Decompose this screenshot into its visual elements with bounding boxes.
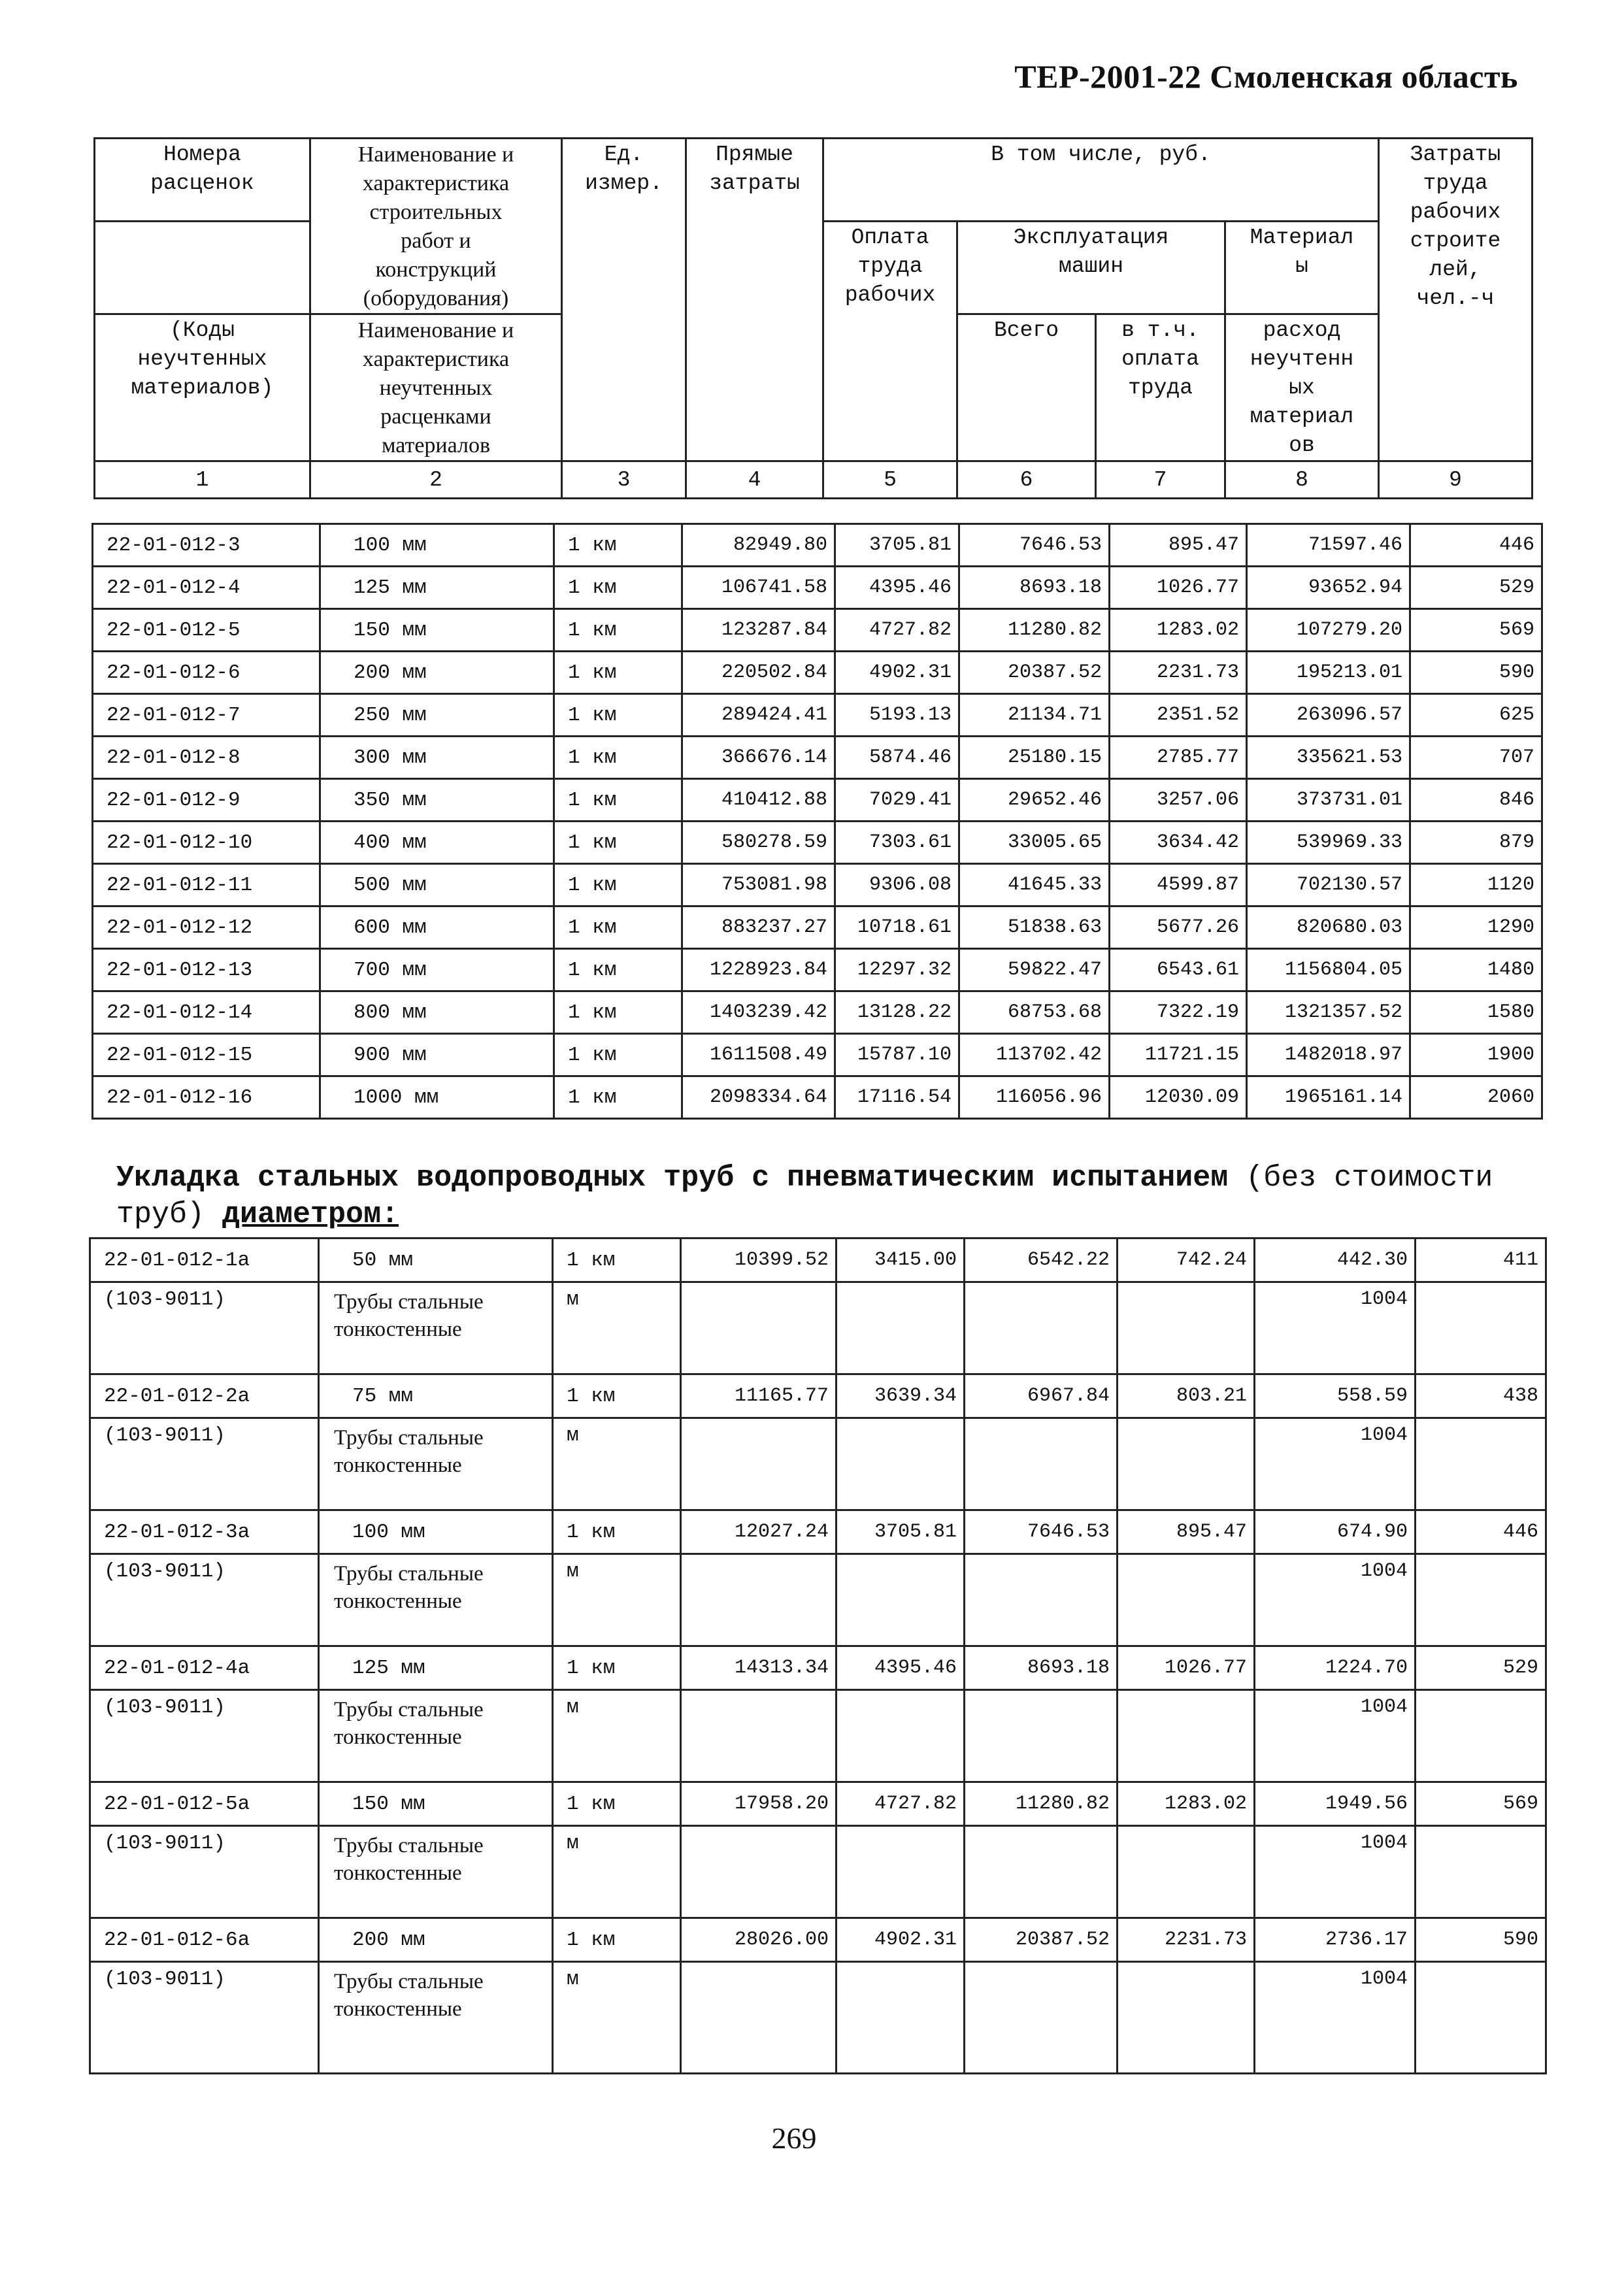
table-row bbox=[93, 524, 1542, 567]
materials: 558.59 bbox=[1255, 1374, 1416, 1418]
col-header-materials: Материал ы bbox=[1225, 222, 1379, 314]
machines-total: 29652.46 bbox=[959, 779, 1110, 822]
unit: 1 км bbox=[554, 737, 682, 779]
material-quantity: 1004 bbox=[1255, 1418, 1416, 1510]
machines-labor: 1283.02 bbox=[1118, 1782, 1255, 1826]
machines-labor: 6543.61 bbox=[1110, 949, 1247, 991]
materials: 93652.94 bbox=[1247, 567, 1410, 609]
materials: 2736.17 bbox=[1255, 1918, 1416, 1962]
machines-labor: 895.47 bbox=[1110, 524, 1247, 567]
table-row bbox=[90, 1510, 1546, 1554]
rate-code: 22-01-012-1а bbox=[90, 1238, 319, 1282]
work-name: 200 мм bbox=[320, 652, 554, 694]
materials: 335621.53 bbox=[1247, 737, 1410, 779]
labor-hours: 625 bbox=[1410, 694, 1542, 737]
material-unit: м bbox=[553, 1690, 681, 1782]
machines-labor: 1026.77 bbox=[1118, 1646, 1255, 1690]
rate-code: 22-01-012-15 bbox=[93, 1034, 320, 1076]
direct-costs: 220502.84 bbox=[682, 652, 835, 694]
col-header-direct: Прямые затраты bbox=[686, 139, 823, 461]
rate-code: 22-01-012-16 bbox=[93, 1076, 320, 1119]
materials: 263096.57 bbox=[1247, 694, 1410, 737]
materials: 1156804.05 bbox=[1247, 949, 1410, 991]
machines-total: 6542.22 bbox=[965, 1238, 1118, 1282]
labor-pay: 3705.81 bbox=[835, 524, 959, 567]
machines-labor: 3634.42 bbox=[1110, 822, 1247, 864]
machines-total: 7646.53 bbox=[959, 524, 1110, 567]
machines-total: 20387.52 bbox=[959, 652, 1110, 694]
table-row bbox=[93, 567, 1542, 609]
direct-costs: 366676.14 bbox=[682, 737, 835, 779]
empty-cell bbox=[681, 1282, 837, 1374]
table-row bbox=[93, 779, 1542, 822]
rate-code: 22-01-012-4а bbox=[90, 1646, 319, 1690]
labor-hours: 1480 bbox=[1410, 949, 1542, 991]
rate-code: 22-01-012-13 bbox=[93, 949, 320, 991]
labor-hours: 446 bbox=[1410, 524, 1542, 567]
direct-costs: 883237.27 bbox=[682, 906, 835, 949]
work-name: 900 мм bbox=[320, 1034, 554, 1076]
direct-costs: 10399.52 bbox=[681, 1238, 837, 1282]
labor-hours: 569 bbox=[1416, 1782, 1546, 1826]
material-name: Трубы стальные тонкостенные bbox=[319, 1826, 553, 1918]
materials: 1482018.97 bbox=[1247, 1034, 1410, 1076]
machines-total: 8693.18 bbox=[959, 567, 1110, 609]
unit: 1 км bbox=[553, 1646, 681, 1690]
empty-cell bbox=[1416, 1554, 1546, 1646]
empty-cell bbox=[837, 1282, 965, 1374]
machines-labor: 1283.02 bbox=[1110, 609, 1247, 652]
empty-cell bbox=[965, 1826, 1118, 1918]
work-name: 150 мм bbox=[320, 609, 554, 652]
unit: 1 км bbox=[554, 822, 682, 864]
unit: 1 км bbox=[553, 1782, 681, 1826]
labor-hours: 2060 bbox=[1410, 1076, 1542, 1119]
materials: 702130.57 bbox=[1247, 864, 1410, 906]
column-number: 9 bbox=[1379, 461, 1533, 499]
unit: 1 км bbox=[554, 779, 682, 822]
machines-labor: 11721.15 bbox=[1110, 1034, 1247, 1076]
table-row bbox=[90, 1374, 1546, 1418]
empty-cell bbox=[1118, 1282, 1255, 1374]
machines-labor: 2785.77 bbox=[1110, 737, 1247, 779]
machines-total: 41645.33 bbox=[959, 864, 1110, 906]
material-code: (103-9011) bbox=[90, 1690, 319, 1782]
material-unit: м bbox=[553, 1282, 681, 1374]
labor-pay: 4727.82 bbox=[837, 1782, 965, 1826]
col-header-codes: Номера расценок bbox=[95, 139, 310, 222]
rate-code: 22-01-012-8 bbox=[93, 737, 320, 779]
labor-pay: 7029.41 bbox=[835, 779, 959, 822]
table-row bbox=[90, 1238, 1546, 1282]
material-code: (103-9011) bbox=[90, 1826, 319, 1918]
empty-cell bbox=[1118, 1826, 1255, 1918]
table-row bbox=[90, 1646, 1546, 1690]
direct-costs: 14313.34 bbox=[681, 1646, 837, 1690]
column-number: 2 bbox=[310, 461, 562, 499]
empty-cell bbox=[1118, 1962, 1255, 2074]
empty-cell bbox=[1118, 1554, 1255, 1646]
machines-total: 6967.84 bbox=[965, 1374, 1118, 1418]
machines-total: 7646.53 bbox=[965, 1510, 1118, 1554]
unit: 1 км bbox=[554, 949, 682, 991]
rate-code: 22-01-012-12 bbox=[93, 906, 320, 949]
material-name: Трубы стальные тонкостенные bbox=[319, 1554, 553, 1646]
work-name: 125 мм bbox=[320, 567, 554, 609]
empty-cell bbox=[681, 1826, 837, 1918]
col-header-hours: Затраты труда рабочих строите лей, чел.-ч bbox=[1379, 139, 1533, 461]
labor-hours: 1580 bbox=[1410, 991, 1542, 1034]
unit: 1 км bbox=[554, 864, 682, 906]
machines-labor: 2231.73 bbox=[1110, 652, 1247, 694]
labor-hours: 411 bbox=[1416, 1238, 1546, 1282]
materials: 539969.33 bbox=[1247, 822, 1410, 864]
rate-code: 22-01-012-3а bbox=[90, 1510, 319, 1554]
section-title: Укладка стальных водопроводных труб с пневматическим испытанием (без стоимости труб) диаметром: bbox=[116, 1161, 1493, 1231]
direct-costs: 17958.20 bbox=[681, 1782, 837, 1826]
material-unit: м bbox=[553, 1962, 681, 2074]
work-name: 700 мм bbox=[320, 949, 554, 991]
work-name: 500 мм bbox=[320, 864, 554, 906]
table-row bbox=[93, 1034, 1542, 1076]
labor-pay: 9306.08 bbox=[835, 864, 959, 906]
column-number: 1 bbox=[95, 461, 310, 499]
empty-cell bbox=[837, 1690, 965, 1782]
empty-cell bbox=[965, 1282, 1118, 1374]
rate-code: 22-01-012-7 bbox=[93, 694, 320, 737]
rate-code: 22-01-012-5а bbox=[90, 1782, 319, 1826]
empty-cell bbox=[965, 1554, 1118, 1646]
col-header-material-name: Наименование и характеристика неучтенных расценками материалов bbox=[310, 314, 562, 461]
col-header-machines-total: Всего bbox=[957, 314, 1096, 461]
material-quantity: 1004 bbox=[1255, 1826, 1416, 1918]
labor-hours: 1290 bbox=[1410, 906, 1542, 949]
direct-costs: 82949.80 bbox=[682, 524, 835, 567]
labor-pay: 13128.22 bbox=[835, 991, 959, 1034]
machines-labor: 4599.87 bbox=[1110, 864, 1247, 906]
direct-costs: 123287.84 bbox=[682, 609, 835, 652]
work-name: 250 мм bbox=[320, 694, 554, 737]
machines-labor: 12030.09 bbox=[1110, 1076, 1247, 1119]
table-row bbox=[93, 1076, 1542, 1119]
column-number: 5 bbox=[823, 461, 957, 499]
work-name: 50 мм bbox=[319, 1238, 553, 1282]
col-header-group: В том числе, руб. bbox=[823, 139, 1379, 222]
materials: 674.90 bbox=[1255, 1510, 1416, 1554]
materials: 442.30 bbox=[1255, 1238, 1416, 1282]
unit: 1 км bbox=[553, 1238, 681, 1282]
unit: 1 км bbox=[554, 991, 682, 1034]
work-name: 100 мм bbox=[320, 524, 554, 567]
col-header-machines: Эксплуатация машин bbox=[957, 222, 1225, 314]
col-header-name: Наименование и характеристика строительных работ и конструкций (оборудования) bbox=[310, 139, 562, 314]
material-unit: м bbox=[553, 1554, 681, 1646]
page-header-title: ТЕР-2001-22 Смоленская область bbox=[1014, 58, 1518, 95]
material-code: (103-9011) bbox=[90, 1418, 319, 1510]
machines-total: 59822.47 bbox=[959, 949, 1110, 991]
column-number: 4 bbox=[686, 461, 823, 499]
labor-hours: 707 bbox=[1410, 737, 1542, 779]
materials: 1949.56 bbox=[1255, 1782, 1416, 1826]
direct-costs: 2098334.64 bbox=[682, 1076, 835, 1119]
rate-code: 22-01-012-3 bbox=[93, 524, 320, 567]
work-name: 100 мм bbox=[319, 1510, 553, 1554]
material-row bbox=[90, 1282, 1546, 1374]
work-name: 350 мм bbox=[320, 779, 554, 822]
machines-labor: 742.24 bbox=[1118, 1238, 1255, 1282]
material-quantity: 1004 bbox=[1255, 1962, 1416, 2074]
page-number: 269 bbox=[771, 2121, 817, 2155]
rate-code: 22-01-012-2а bbox=[90, 1374, 319, 1418]
material-row bbox=[90, 1690, 1546, 1782]
empty-cell bbox=[965, 1418, 1118, 1510]
materials: 195213.01 bbox=[1247, 652, 1410, 694]
table-row bbox=[93, 822, 1542, 864]
empty-cell bbox=[837, 1418, 965, 1510]
rate-code: 22-01-012-5 bbox=[93, 609, 320, 652]
machines-total: 33005.65 bbox=[959, 822, 1110, 864]
table-row bbox=[93, 991, 1542, 1034]
material-name: Трубы стальные тонкостенные bbox=[319, 1690, 553, 1782]
empty-cell bbox=[965, 1962, 1118, 2074]
table-row bbox=[90, 1918, 1546, 1962]
machines-total: 11280.82 bbox=[959, 609, 1110, 652]
labor-hours: 1900 bbox=[1410, 1034, 1542, 1076]
machines-labor: 1026.77 bbox=[1110, 567, 1247, 609]
table-row bbox=[93, 864, 1542, 906]
labor-pay: 4395.46 bbox=[837, 1646, 965, 1690]
direct-costs: 753081.98 bbox=[682, 864, 835, 906]
materials: 1965161.14 bbox=[1247, 1076, 1410, 1119]
material-row bbox=[90, 1962, 1546, 2074]
direct-costs: 410412.88 bbox=[682, 779, 835, 822]
empty-cell bbox=[1416, 1962, 1546, 2074]
labor-pay: 5193.13 bbox=[835, 694, 959, 737]
labor-pay: 5874.46 bbox=[835, 737, 959, 779]
labor-hours: 590 bbox=[1410, 652, 1542, 694]
unit: 1 км bbox=[554, 906, 682, 949]
labor-hours: 590 bbox=[1416, 1918, 1546, 1962]
labor-pay: 12297.32 bbox=[835, 949, 959, 991]
machines-total: 21134.71 bbox=[959, 694, 1110, 737]
empty-cell bbox=[681, 1554, 837, 1646]
rate-code: 22-01-012-14 bbox=[93, 991, 320, 1034]
unit: 1 км bbox=[554, 524, 682, 567]
material-code: (103-9011) bbox=[90, 1962, 319, 2074]
labor-pay: 3415.00 bbox=[837, 1238, 965, 1282]
labor-hours: 1120 bbox=[1410, 864, 1542, 906]
col-header-unit: Ед. измер. bbox=[562, 139, 686, 461]
materials: 107279.20 bbox=[1247, 609, 1410, 652]
empty-cell bbox=[1118, 1418, 1255, 1510]
labor-pay: 17116.54 bbox=[835, 1076, 959, 1119]
material-name: Трубы стальные тонкостенные bbox=[319, 1418, 553, 1510]
labor-hours: 438 bbox=[1416, 1374, 1546, 1418]
empty-cell bbox=[681, 1962, 837, 2074]
material-name: Трубы стальные тонкостенные bbox=[319, 1282, 553, 1374]
rate-code: 22-01-012-4 bbox=[93, 567, 320, 609]
unit: 1 км bbox=[554, 1076, 682, 1119]
col-header-material-codes: (Коды неучтенных материалов) bbox=[95, 314, 310, 461]
labor-pay: 4395.46 bbox=[835, 567, 959, 609]
direct-costs: 11165.77 bbox=[681, 1374, 837, 1418]
table-row bbox=[93, 609, 1542, 652]
column-number: 8 bbox=[1225, 461, 1379, 499]
machines-total: 113702.42 bbox=[959, 1034, 1110, 1076]
empty-cell bbox=[681, 1690, 837, 1782]
table-row bbox=[93, 694, 1542, 737]
materials: 1321357.52 bbox=[1247, 991, 1410, 1034]
empty-cell bbox=[837, 1962, 965, 2074]
work-name: 600 мм bbox=[320, 906, 554, 949]
empty-cell bbox=[965, 1690, 1118, 1782]
empty-cell bbox=[837, 1826, 965, 1918]
column-number: 7 bbox=[1096, 461, 1225, 499]
material-quantity: 1004 bbox=[1255, 1690, 1416, 1782]
labor-pay: 3705.81 bbox=[837, 1510, 965, 1554]
work-name: 800 мм bbox=[320, 991, 554, 1034]
material-unit: м bbox=[553, 1418, 681, 1510]
labor-pay: 4727.82 bbox=[835, 609, 959, 652]
material-quantity: 1004 bbox=[1255, 1282, 1416, 1374]
empty-cell bbox=[1416, 1690, 1546, 1782]
column-header-table bbox=[93, 137, 1533, 499]
empty-cell bbox=[1416, 1282, 1546, 1374]
labor-pay: 3639.34 bbox=[837, 1374, 965, 1418]
unit: 1 км bbox=[554, 567, 682, 609]
rate-code: 22-01-012-11 bbox=[93, 864, 320, 906]
labor-hours: 879 bbox=[1410, 822, 1542, 864]
direct-costs: 580278.59 bbox=[682, 822, 835, 864]
machines-total: 68753.68 bbox=[959, 991, 1110, 1034]
unit: 1 км bbox=[553, 1918, 681, 1962]
empty-cell bbox=[1416, 1418, 1546, 1510]
material-row bbox=[90, 1418, 1546, 1510]
machines-total: 51838.63 bbox=[959, 906, 1110, 949]
materials: 71597.46 bbox=[1247, 524, 1410, 567]
empty-cell bbox=[1416, 1826, 1546, 1918]
machines-labor: 2231.73 bbox=[1118, 1918, 1255, 1962]
direct-costs: 289424.41 bbox=[682, 694, 835, 737]
work-name: 300 мм bbox=[320, 737, 554, 779]
materials: 820680.03 bbox=[1247, 906, 1410, 949]
labor-pay: 15787.10 bbox=[835, 1034, 959, 1076]
column-number: 3 bbox=[562, 461, 686, 499]
machines-total: 20387.52 bbox=[965, 1918, 1118, 1962]
unit: 1 км bbox=[553, 1510, 681, 1554]
machines-labor: 3257.06 bbox=[1110, 779, 1247, 822]
rate-code: 22-01-012-10 bbox=[93, 822, 320, 864]
labor-pay: 4902.31 bbox=[837, 1918, 965, 1962]
direct-costs: 1611508.49 bbox=[682, 1034, 835, 1076]
rate-code: 22-01-012-9 bbox=[93, 779, 320, 822]
material-name: Трубы стальные тонкостенные bbox=[319, 1962, 553, 2074]
rates-table-a bbox=[91, 523, 1543, 1120]
empty-cell bbox=[1118, 1690, 1255, 1782]
material-code: (103-9011) bbox=[90, 1554, 319, 1646]
material-row bbox=[90, 1826, 1546, 1918]
materials: 373731.01 bbox=[1247, 779, 1410, 822]
table-row bbox=[93, 652, 1542, 694]
unit: 1 км bbox=[554, 652, 682, 694]
machines-labor: 2351.52 bbox=[1110, 694, 1247, 737]
labor-hours: 446 bbox=[1416, 1510, 1546, 1554]
material-unit: м bbox=[553, 1826, 681, 1918]
machines-total: 25180.15 bbox=[959, 737, 1110, 779]
column-number-row bbox=[95, 461, 1533, 499]
column-number: 6 bbox=[957, 461, 1096, 499]
rate-code: 22-01-012-6а bbox=[90, 1918, 319, 1962]
labor-hours: 529 bbox=[1416, 1646, 1546, 1690]
work-name: 75 мм bbox=[319, 1374, 553, 1418]
machines-total: 8693.18 bbox=[965, 1646, 1118, 1690]
work-name: 400 мм bbox=[320, 822, 554, 864]
table-row bbox=[93, 906, 1542, 949]
direct-costs: 1228923.84 bbox=[682, 949, 835, 991]
machines-labor: 5677.26 bbox=[1110, 906, 1247, 949]
unit: 1 км bbox=[553, 1374, 681, 1418]
machines-labor: 895.47 bbox=[1118, 1510, 1255, 1554]
unit: 1 км bbox=[554, 609, 682, 652]
rate-code: 22-01-012-6 bbox=[93, 652, 320, 694]
table-row bbox=[93, 949, 1542, 991]
labor-pay: 7303.61 bbox=[835, 822, 959, 864]
work-name: 125 мм bbox=[319, 1646, 553, 1690]
table-row bbox=[90, 1782, 1546, 1826]
rates-table-b bbox=[89, 1237, 1547, 2074]
labor-pay: 10718.61 bbox=[835, 906, 959, 949]
machines-labor: 7322.19 bbox=[1110, 991, 1247, 1034]
work-name: 1000 мм bbox=[320, 1076, 554, 1119]
direct-costs: 1403239.42 bbox=[682, 991, 835, 1034]
machines-total: 116056.96 bbox=[959, 1076, 1110, 1119]
material-quantity: 1004 bbox=[1255, 1554, 1416, 1646]
labor-pay: 4902.31 bbox=[835, 652, 959, 694]
material-row bbox=[90, 1554, 1546, 1646]
col-header-machines-labor: в т.ч. оплата труда bbox=[1096, 314, 1225, 461]
col-header-labor: Оплата труда рабочих bbox=[823, 222, 957, 461]
unit: 1 км bbox=[554, 694, 682, 737]
unit: 1 км bbox=[554, 1034, 682, 1076]
labor-hours: 569 bbox=[1410, 609, 1542, 652]
work-name: 150 мм bbox=[319, 1782, 553, 1826]
col-header-material-usage: расход неучтенн ых материал ов bbox=[1225, 314, 1379, 461]
table-row bbox=[93, 737, 1542, 779]
empty-cell bbox=[681, 1418, 837, 1510]
work-name: 200 мм bbox=[319, 1918, 553, 1962]
materials: 1224.70 bbox=[1255, 1646, 1416, 1690]
machines-total: 11280.82 bbox=[965, 1782, 1118, 1826]
labor-hours: 846 bbox=[1410, 779, 1542, 822]
machines-labor: 803.21 bbox=[1118, 1374, 1255, 1418]
material-code: (103-9011) bbox=[90, 1282, 319, 1374]
direct-costs: 12027.24 bbox=[681, 1510, 837, 1554]
direct-costs: 28026.00 bbox=[681, 1918, 837, 1962]
direct-costs: 106741.58 bbox=[682, 567, 835, 609]
empty-cell bbox=[837, 1554, 965, 1646]
labor-hours: 529 bbox=[1410, 567, 1542, 609]
